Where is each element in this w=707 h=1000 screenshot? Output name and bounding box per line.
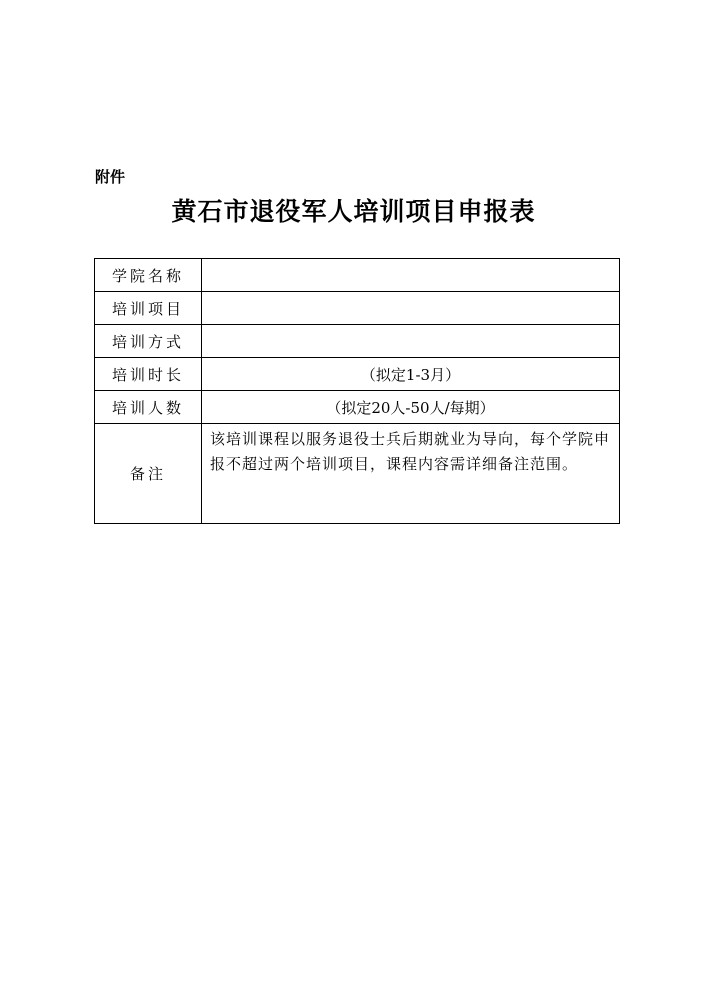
table-row-training-duration [95,358,620,391]
table-row-college-name [95,259,620,292]
attachment-label: 附件 [95,168,126,186]
training-project-field[interactable] [202,292,620,325]
table-row-remarks [95,424,620,524]
table-row-training-project [95,292,620,325]
trainee-count-label: 培训人数 [95,391,202,424]
training-duration-label: 培训时长 [95,358,202,391]
remarks-label: 备注 [95,424,202,524]
college-name-label: 学院名称 [95,259,202,292]
training-duration-field[interactable]: （拟定1-3月） [202,358,620,391]
trainee-count-field[interactable]: （拟定20人-50人/每期） [202,391,620,424]
college-name-field[interactable] [202,259,620,292]
application-form-table [94,258,620,524]
training-method-label: 培训方式 [95,325,202,358]
training-method-field[interactable] [202,325,620,358]
document-title: 黄石市退役军人培训项目申报表 [171,197,536,226]
remarks-field[interactable]: 该培训课程以服务退役士兵后期就业为导向，每个学院申报不超过两个培训项目，课程内容需详细备注范围。 [202,424,620,524]
training-project-label: 培训项目 [95,292,202,325]
table-row-trainee-count [95,391,620,424]
table-row-training-method [95,325,620,358]
